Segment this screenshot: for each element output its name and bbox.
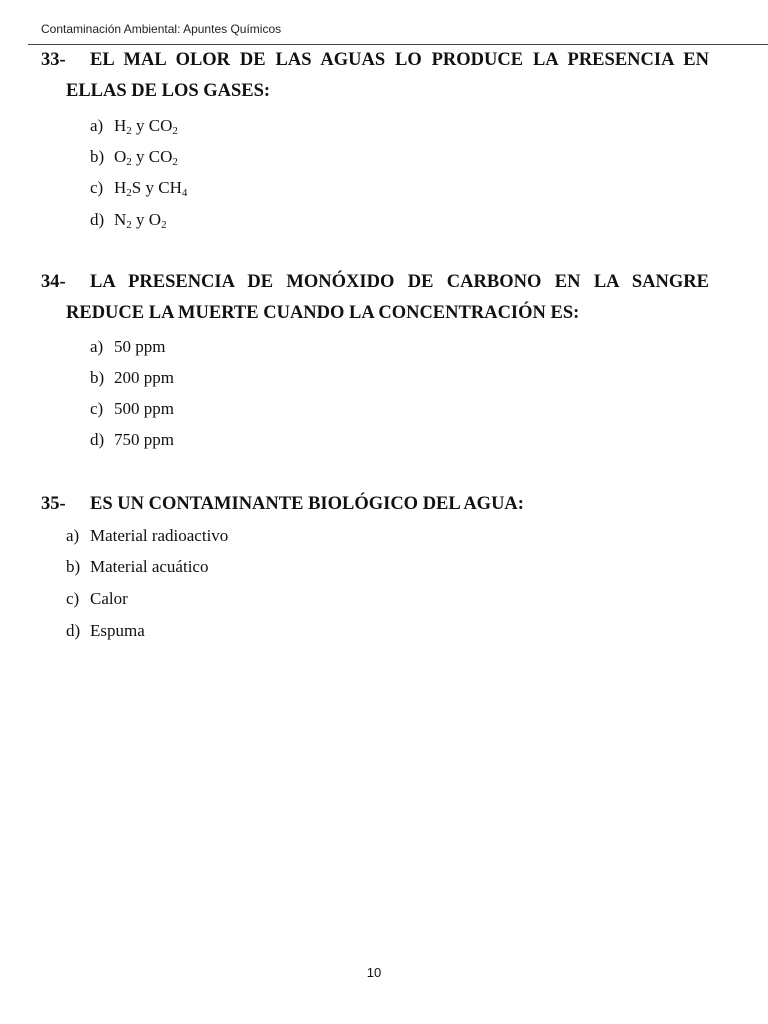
- formula-subscript: 2: [172, 156, 178, 168]
- option-text: Material acuático: [90, 557, 209, 576]
- option-letter: a): [90, 116, 104, 135]
- option-35-a: [66, 525, 228, 547]
- formula-text: y CO: [131, 147, 173, 166]
- page-number: 10: [366, 965, 382, 980]
- formula-subscript: 4: [181, 187, 188, 199]
- option-34-c: [90, 398, 174, 420]
- formula-text: H: [114, 178, 127, 197]
- option-34-b: [90, 367, 174, 389]
- option-33-a: [90, 115, 178, 137]
- option-letter: c): [66, 589, 80, 608]
- question-number: 33-: [41, 50, 66, 70]
- option-text: [114, 116, 178, 135]
- option-text: 50 ppm: [114, 337, 166, 356]
- option-35-c: [66, 588, 128, 610]
- formula-subscript: 2: [161, 219, 167, 231]
- option-35-d: [66, 620, 145, 642]
- formula-text: H: [114, 116, 127, 135]
- option-letter: a): [66, 526, 80, 545]
- formula-text: O: [114, 147, 127, 166]
- option-letter: d): [66, 621, 81, 640]
- option-text: 500 ppm: [114, 399, 174, 418]
- question-text-line1: ES UN CONTAMINANTE BIOLÓGICO DEL AGUA:: [90, 494, 524, 514]
- option-text: 200 ppm: [114, 368, 174, 387]
- question-text-line1: EL MAL OLOR DE LAS AGUAS LO PRODUCE LA PRESENCIA EN: [90, 50, 709, 70]
- question-35-title: [41, 489, 709, 520]
- question-33-title: [41, 45, 709, 107]
- question-text-line1: LA PRESENCIA DE MONÓXIDO DE CARBONO EN LA SANGRE: [90, 272, 709, 292]
- option-text: Material radioactivo: [90, 526, 229, 545]
- formula-subscript: 2: [126, 187, 132, 199]
- option-35-b: [66, 556, 208, 578]
- option-letter: d): [90, 430, 105, 449]
- option-letter: c): [90, 399, 104, 418]
- question-number: 35-: [41, 494, 66, 514]
- option-letter: a): [90, 337, 104, 356]
- page-header: Contaminación Ambiental: Apuntes Químicos: [41, 22, 282, 36]
- option-text: 750 ppm: [114, 430, 174, 449]
- option-text: [114, 178, 187, 197]
- formula-subscript: 2: [126, 219, 132, 231]
- option-33-d: [90, 209, 167, 231]
- question-34-title: [41, 267, 709, 329]
- option-34-d: [90, 429, 174, 451]
- option-letter: d): [90, 210, 105, 229]
- question-text-line2: REDUCE LA MUERTE CUANDO LA CONCENTRACIÓN ES:: [66, 303, 580, 323]
- option-33-b: [90, 146, 178, 168]
- formula-text: y CO: [131, 116, 173, 135]
- option-letter: b): [66, 557, 81, 576]
- option-text: Calor: [90, 589, 128, 608]
- formula-subscript: 2: [126, 156, 132, 168]
- formula-text: N: [114, 210, 127, 229]
- option-letter: b): [90, 147, 105, 166]
- question-text-line2: ELLAS DE LOS GASES:: [66, 81, 271, 101]
- option-letter: b): [90, 368, 105, 387]
- formula-subscript: 2: [172, 125, 178, 137]
- formula-text: y O: [131, 210, 162, 229]
- option-text: [114, 147, 178, 166]
- option-34-a: [90, 336, 165, 358]
- option-text: Espuma: [90, 621, 145, 640]
- option-text: [114, 210, 167, 229]
- option-letter: c): [90, 178, 104, 197]
- option-33-c: [90, 177, 187, 199]
- question-number: 34-: [41, 272, 66, 292]
- formula-subscript: 2: [126, 125, 132, 137]
- formula-text: S y CH: [131, 178, 182, 197]
